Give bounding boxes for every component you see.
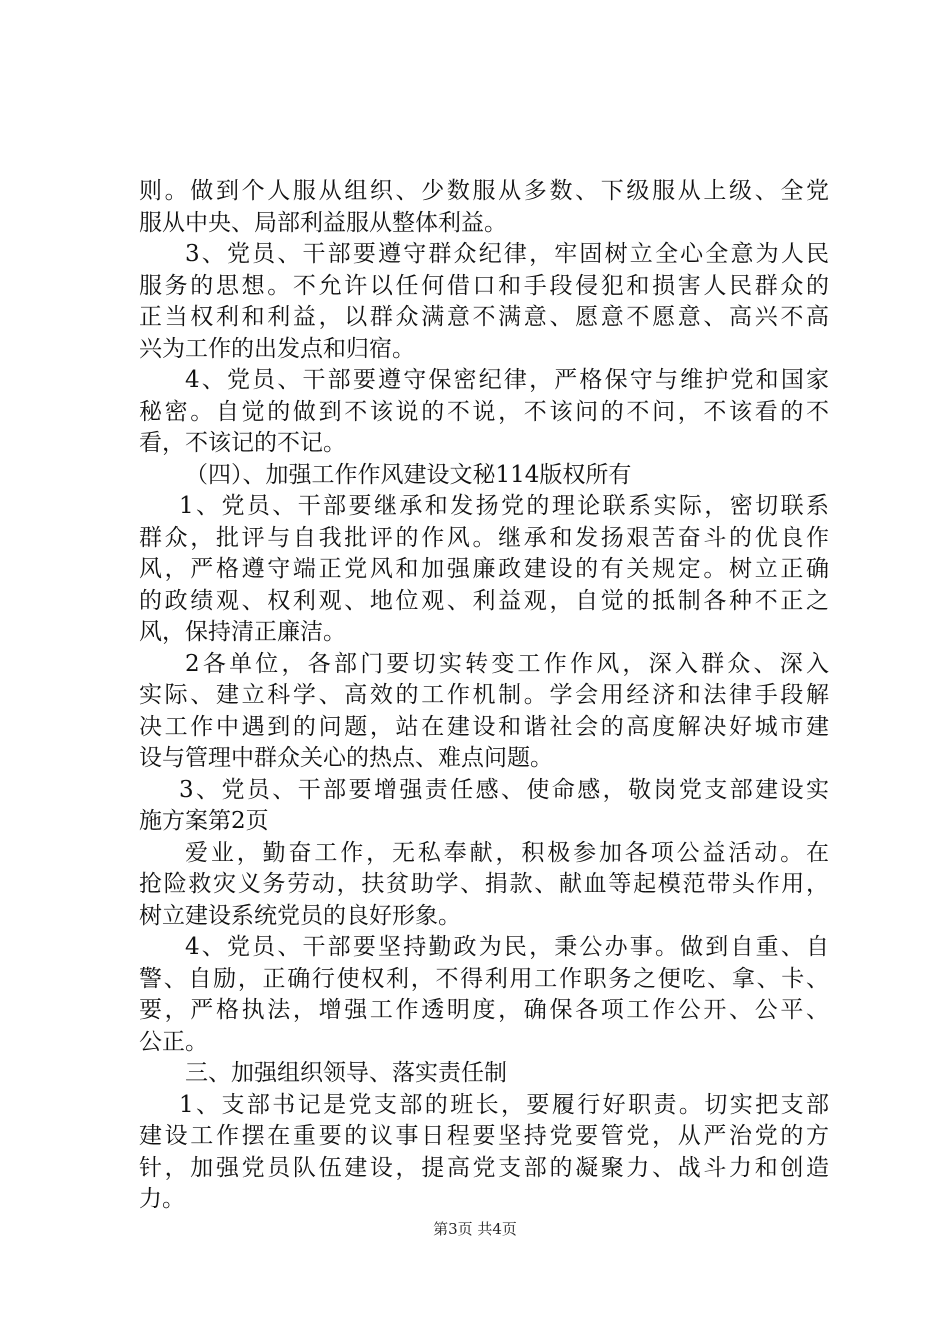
text-line: 建设工作摆在重要的议事日程要坚持党要管党，从严治党的方 <box>139 1123 829 1149</box>
text-line: 4、党员、干部要坚持勤政为民，秉公办事。做到自重、自 <box>185 934 829 960</box>
text-line: 爱业，勤奋工作，无私奉献，积极参加各项公益活动。在 <box>185 839 829 866</box>
text-line: 实际、建立科学、高效的工作机制。学会用经济和法律手段解 <box>139 682 829 708</box>
text-line: 决工作中遇到的问题，站在建设和谐社会的高度解决好城市建 <box>139 713 829 740</box>
text-line: 4、党员、干部要遵守保密纪律，严格保守与维护党和国家 <box>185 367 829 393</box>
text-line: 则。做到个人服从组织、少数服从多数、下级服从上级、全党 <box>139 178 829 204</box>
text-line: 风，严格遵守端正党风和加强廉政建设的有关规定。树立正确 <box>139 556 829 582</box>
text-line: 兴为工作的出发点和归宿。 <box>139 335 415 362</box>
text-line: 看，不该记的不记。 <box>139 430 346 456</box>
text-line: 3、党员、干部要遵守群众纪律，牢固树立全心全意为人民 <box>185 241 829 267</box>
text-line: 群众，批评与自我批评的作风。继承和发扬艰苦奋斗的优良作 <box>139 524 829 551</box>
text-line: 树立建设系统党员的良好形象。 <box>139 902 461 929</box>
text-line: 1、支部书记是党支部的班长，要履行好职责。切实把支部 <box>179 1091 829 1118</box>
text-line: 警、自励，正确行使权利，不得利用工作职务之便吃、拿、卡、 <box>139 965 829 992</box>
text-line: （四）、加强工作作风建设文秘114版权所有 <box>185 461 632 488</box>
document-body <box>139 176 829 1216</box>
text-line: 风，保持清正廉洁。 <box>139 619 346 645</box>
text-line: 要，严格执法，增强工作透明度，确保各项工作公开、公平、 <box>139 997 829 1023</box>
text-line: 的政绩观、权利观、地位观、利益观，自觉的抵制各种不正之 <box>139 587 829 614</box>
text-line: 力。 <box>139 1186 185 1212</box>
text-line: 设与管理中群众关心的热点、难点问题。 <box>139 745 553 771</box>
text-line: 施方案第2页 <box>139 808 269 834</box>
text-line: 公正。 <box>139 1028 208 1055</box>
text-line: 2各单位，各部门要切实转变工作作风，深入群众、深入 <box>185 650 829 677</box>
text-line: 服从中央、局部利益服从整体利益。 <box>139 209 507 236</box>
text-line: 1、党员、干部要继承和发扬党的理论联系实际，密切联系 <box>179 493 829 519</box>
text-line: 抢险救灾义务劳动，扶贫助学、捐款、献血等起模范带头作用， <box>139 871 829 897</box>
text-line: 正当权利和利益，以群众满意不满意、愿意不愿意、高兴不高 <box>139 304 829 330</box>
text-line: 针，加强党员队伍建设，提高党支部的凝聚力、战斗力和创造 <box>139 1154 829 1181</box>
text-line: 秘密。自觉的做到不该说的不说，不该问的不问，不该看的不 <box>139 398 829 425</box>
text-line: 三、加强组织领导、落实责任制 <box>185 1060 507 1086</box>
page-footer: 第3页 共4页 <box>433 1220 517 1238</box>
text-line: 服务的思想。不允许以任何借口和手段侵犯和损害人民群众的 <box>139 272 829 299</box>
text-line: 3、党员、干部要增强责任感、使命感，敬岗党支部建设实 <box>179 776 829 803</box>
